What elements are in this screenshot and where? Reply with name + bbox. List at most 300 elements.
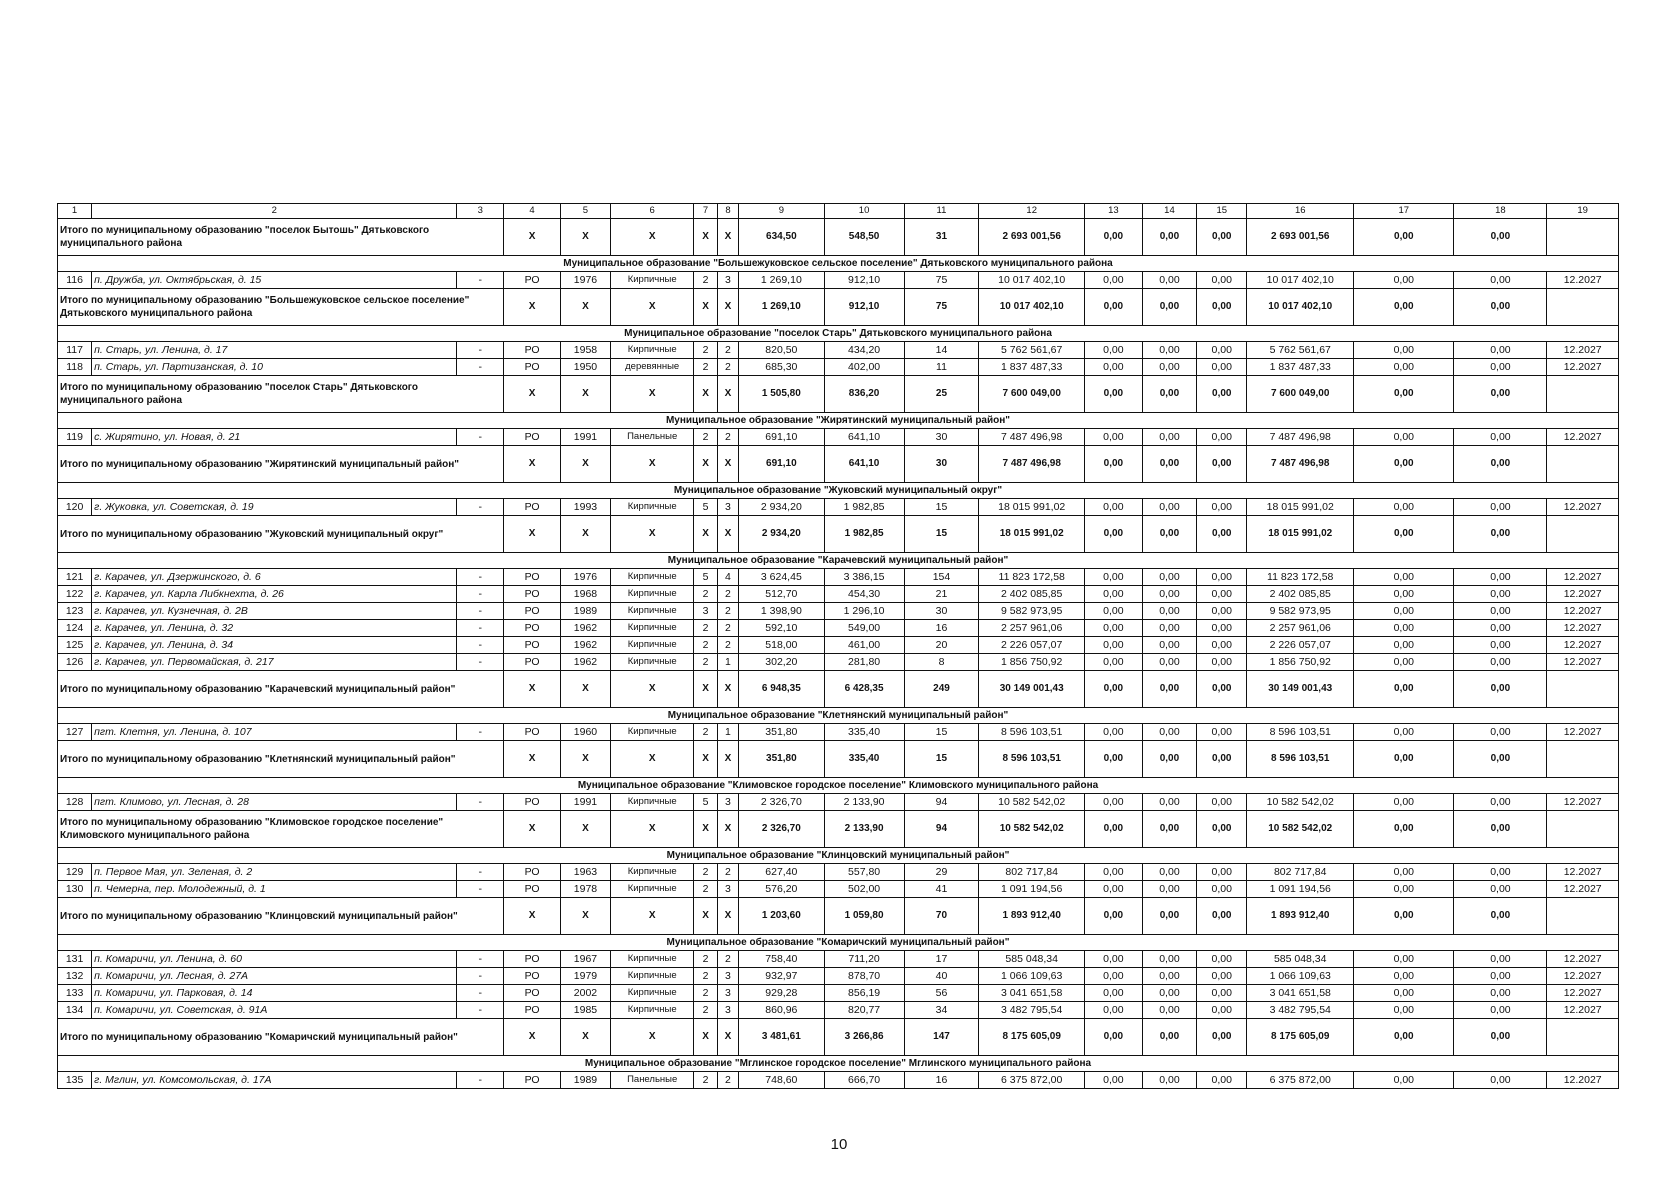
cell-c18: 0,00: [1454, 671, 1547, 708]
cell-c15: 0,00: [1197, 864, 1247, 881]
cell-c11: 20: [904, 637, 979, 654]
section-title: Муниципальное образование "Клинцовский муниципальный район": [58, 848, 1619, 864]
cell-c8: 3: [717, 272, 738, 289]
cell-c7: 5: [694, 499, 717, 516]
subtotal-label: Итого по муниципальному образованию "поселок Бытошь" Дятьковского муниципального района: [58, 219, 504, 256]
cell-c19: [1547, 898, 1619, 935]
cell-c7: 2: [694, 272, 717, 289]
cell-c12: 11 823 172,58: [979, 569, 1085, 586]
cell-c15: 0,00: [1197, 516, 1247, 553]
cell-c15: 0,00: [1197, 376, 1247, 413]
address: г. Карачев, ул. Кузнечная, д. 2В: [92, 603, 457, 620]
row-number: 128: [58, 794, 92, 811]
column-number: 15: [1197, 204, 1247, 219]
cell-c9: 351,80: [739, 741, 824, 778]
cell-c12: 3 482 795,54: [979, 1002, 1085, 1019]
cell-c19: 12.2027: [1547, 620, 1619, 637]
cell-c5: X: [560, 671, 610, 708]
table-row: [58, 794, 1619, 811]
cell-c13: 0,00: [1085, 724, 1143, 741]
cell-c7: 2: [694, 342, 717, 359]
cell-c14: 0,00: [1142, 516, 1196, 553]
address: г. Жуковка, ул. Советская, д. 19: [92, 499, 457, 516]
cell-c8: X: [717, 1019, 738, 1056]
cell-c14: 0,00: [1142, 864, 1196, 881]
cell-c10: 836,20: [824, 376, 904, 413]
cell-c5: 1963: [560, 864, 610, 881]
cell-c14: 0,00: [1142, 569, 1196, 586]
cell-c14: 0,00: [1142, 429, 1196, 446]
cell-c16: 1 856 750,92: [1247, 654, 1354, 671]
cell-c8: 2: [717, 429, 738, 446]
cell-c5: 1989: [560, 603, 610, 620]
cell-c17: 0,00: [1354, 429, 1454, 446]
cell-c8: X: [717, 446, 738, 483]
cell-c13: 0,00: [1085, 654, 1143, 671]
cell-c4: РО: [504, 499, 561, 516]
cell-c9: 1 269,10: [739, 289, 824, 326]
subtotal-label: Итого по муниципальному образованию "Большежуковское сельское поселение" Дятьковского муниципального района: [58, 289, 504, 326]
cell-c13: 0,00: [1085, 586, 1143, 603]
cell-c3: -: [457, 429, 504, 446]
cell-c13: 0,00: [1085, 671, 1143, 708]
cell-c4: РО: [504, 968, 561, 985]
cell-c15: 0,00: [1197, 794, 1247, 811]
cell-c19: 12.2027: [1547, 654, 1619, 671]
section-title: Муниципальное образование "Комаричский муниципальный район": [58, 935, 1619, 951]
cell-c8: 2: [717, 951, 738, 968]
cell-c16: 2 402 085,85: [1247, 586, 1354, 603]
cell-c15: 0,00: [1197, 446, 1247, 483]
cell-c13: 0,00: [1085, 1072, 1143, 1089]
cell-c4: РО: [504, 794, 561, 811]
cell-c11: 15: [904, 516, 979, 553]
cell-c18: 0,00: [1454, 219, 1547, 256]
cell-c6: Кирпичные: [611, 951, 694, 968]
cell-c10: 548,50: [824, 219, 904, 256]
cell-c9: 2 326,70: [739, 811, 824, 848]
cell-c17: 0,00: [1354, 881, 1454, 898]
cell-c3: -: [457, 985, 504, 1002]
cell-c3: -: [457, 654, 504, 671]
cell-c7: 2: [694, 968, 717, 985]
row-number: 117: [58, 342, 92, 359]
cell-c18: 0,00: [1454, 586, 1547, 603]
table-row: [58, 1002, 1619, 1019]
table-row: [58, 724, 1619, 741]
cell-c16: 2 257 961,06: [1247, 620, 1354, 637]
cell-c7: 2: [694, 429, 717, 446]
cell-c16: 1 091 194,56: [1247, 881, 1354, 898]
column-number: 18: [1454, 204, 1547, 219]
cell-c17: 0,00: [1354, 1002, 1454, 1019]
cell-c6: X: [611, 741, 694, 778]
cell-c10: 549,00: [824, 620, 904, 637]
row-number: 127: [58, 724, 92, 741]
cell-c15: 0,00: [1197, 654, 1247, 671]
column-number: 16: [1247, 204, 1354, 219]
cell-c17: 0,00: [1354, 359, 1454, 376]
cell-c10: 461,00: [824, 637, 904, 654]
cell-c15: 0,00: [1197, 289, 1247, 326]
cell-c16: 7 600 049,00: [1247, 376, 1354, 413]
cell-c12: 7 600 049,00: [979, 376, 1085, 413]
cell-c4: РО: [504, 342, 561, 359]
address: п. Старь, ул. Партизанская, д. 10: [92, 359, 457, 376]
address: с. Жирятино, ул. Новая, д. 21: [92, 429, 457, 446]
cell-c12: 7 487 496,98: [979, 429, 1085, 446]
cell-c5: X: [560, 516, 610, 553]
section-title: Муниципальное образование "Жуковский муниципальный округ": [58, 483, 1619, 499]
cell-c13: 0,00: [1085, 794, 1143, 811]
section-title: Муниципальное образование "Большежуковское сельское поселение" Дятьковского муниципального района: [58, 256, 1619, 272]
cell-c18: 0,00: [1454, 898, 1547, 935]
cell-c6: X: [611, 446, 694, 483]
cell-c17: 0,00: [1354, 968, 1454, 985]
cell-c7: 2: [694, 864, 717, 881]
address: г. Карачев, ул. Карла Либкнехта, д. 26: [92, 586, 457, 603]
cell-c12: 10 582 542,02: [979, 811, 1085, 848]
cell-c19: [1547, 219, 1619, 256]
cell-c4: X: [504, 289, 561, 326]
cell-c11: 30: [904, 429, 979, 446]
cell-c7: X: [694, 741, 717, 778]
cell-c4: РО: [504, 637, 561, 654]
cell-c5: X: [560, 219, 610, 256]
cell-c3: -: [457, 637, 504, 654]
cell-c17: 0,00: [1354, 272, 1454, 289]
subtotal-label: Итого по муниципальному образованию "поселок Старь" Дятьковского муниципального района: [58, 376, 504, 413]
address: п. Дружба, ул. Октябрьская, д. 15: [92, 272, 457, 289]
cell-c7: 5: [694, 569, 717, 586]
cell-c6: Кирпичные: [611, 342, 694, 359]
table-row: [58, 654, 1619, 671]
cell-c10: 1 296,10: [824, 603, 904, 620]
cell-c12: 7 487 496,98: [979, 446, 1085, 483]
cell-c7: 2: [694, 951, 717, 968]
cell-c13: 0,00: [1085, 499, 1143, 516]
table-row: [58, 637, 1619, 654]
cell-c5: 1978: [560, 881, 610, 898]
subtotal-row: [58, 811, 1619, 848]
cell-c17: 0,00: [1354, 516, 1454, 553]
cell-c14: 0,00: [1142, 376, 1196, 413]
cell-c19: 12.2027: [1547, 586, 1619, 603]
address: п. Чемерна, пер. Молодежный, д. 1: [92, 881, 457, 898]
section-header-row: [58, 483, 1619, 499]
subtotal-label: Итого по муниципальному образованию "Карачевский муниципальный район": [58, 671, 504, 708]
cell-c13: 0,00: [1085, 219, 1143, 256]
column-number: 3: [457, 204, 504, 219]
column-number: 5: [560, 204, 610, 219]
cell-c5: X: [560, 898, 610, 935]
cell-c8: 2: [717, 359, 738, 376]
cell-c18: 0,00: [1454, 359, 1547, 376]
cell-c13: 0,00: [1085, 429, 1143, 446]
address: п. Комаричи, ул. Парковая, д. 14: [92, 985, 457, 1002]
subtotal-row: [58, 219, 1619, 256]
cell-c10: 2 133,90: [824, 794, 904, 811]
cell-c12: 1 837 487,33: [979, 359, 1085, 376]
cell-c3: -: [457, 569, 504, 586]
cell-c6: Кирпичные: [611, 272, 694, 289]
cell-c16: 18 015 991,02: [1247, 516, 1354, 553]
cell-c19: 12.2027: [1547, 794, 1619, 811]
cell-c10: 912,10: [824, 289, 904, 326]
cell-c15: 0,00: [1197, 359, 1247, 376]
cell-c5: 1976: [560, 272, 610, 289]
cell-c6: Кирпичные: [611, 586, 694, 603]
cell-c17: 0,00: [1354, 1019, 1454, 1056]
cell-c13: 0,00: [1085, 1002, 1143, 1019]
cell-c13: 0,00: [1085, 968, 1143, 985]
cell-c18: 0,00: [1454, 569, 1547, 586]
address: г. Карачев, ул. Ленина, д. 32: [92, 620, 457, 637]
cell-c6: Панельные: [611, 1072, 694, 1089]
cell-c11: 16: [904, 620, 979, 637]
row-number: 135: [58, 1072, 92, 1089]
cell-c17: 0,00: [1354, 724, 1454, 741]
cell-c17: 0,00: [1354, 811, 1454, 848]
cell-c8: 3: [717, 1002, 738, 1019]
cell-c11: 56: [904, 985, 979, 1002]
cell-c10: 1 059,80: [824, 898, 904, 935]
cell-c15: 0,00: [1197, 985, 1247, 1002]
column-number: 1: [58, 204, 92, 219]
row-number: 124: [58, 620, 92, 637]
cell-c13: 0,00: [1085, 342, 1143, 359]
cell-c3: -: [457, 586, 504, 603]
table-row: [58, 359, 1619, 376]
cell-c11: 34: [904, 1002, 979, 1019]
cell-c12: 18 015 991,02: [979, 516, 1085, 553]
cell-c7: 3: [694, 603, 717, 620]
cell-c13: 0,00: [1085, 272, 1143, 289]
cell-c5: X: [560, 1019, 610, 1056]
cell-c14: 0,00: [1142, 637, 1196, 654]
cell-c6: Кирпичные: [611, 864, 694, 881]
cell-c17: 0,00: [1354, 654, 1454, 671]
cell-c10: 641,10: [824, 429, 904, 446]
cell-c11: 21: [904, 586, 979, 603]
cell-c19: 12.2027: [1547, 881, 1619, 898]
cell-c12: 10 017 402,10: [979, 289, 1085, 326]
column-number: 10: [824, 204, 904, 219]
cell-c5: X: [560, 811, 610, 848]
cell-c11: 14: [904, 342, 979, 359]
cell-c18: 0,00: [1454, 429, 1547, 446]
section-header-row: [58, 256, 1619, 272]
cell-c14: 0,00: [1142, 1072, 1196, 1089]
cell-c17: 0,00: [1354, 376, 1454, 413]
cell-c19: 12.2027: [1547, 985, 1619, 1002]
cell-c19: 12.2027: [1547, 724, 1619, 741]
row-number: 133: [58, 985, 92, 1002]
cell-c13: 0,00: [1085, 516, 1143, 553]
section-title: Муниципальное образование "Карачевский муниципальный район": [58, 553, 1619, 569]
cell-c10: 402,00: [824, 359, 904, 376]
cell-c17: 0,00: [1354, 569, 1454, 586]
cell-c14: 0,00: [1142, 671, 1196, 708]
address: г. Карачев, ул. Первомайская, д. 217: [92, 654, 457, 671]
cell-c19: 12.2027: [1547, 359, 1619, 376]
cell-c14: 0,00: [1142, 985, 1196, 1002]
cell-c19: 12.2027: [1547, 603, 1619, 620]
cell-c13: 0,00: [1085, 811, 1143, 848]
cell-c7: X: [694, 219, 717, 256]
cell-c19: [1547, 811, 1619, 848]
cell-c17: 0,00: [1354, 951, 1454, 968]
cell-c13: 0,00: [1085, 620, 1143, 637]
subtotal-label: Итого по муниципальному образованию "Клетнянский муниципальный район": [58, 741, 504, 778]
table-row: [58, 586, 1619, 603]
cell-c4: РО: [504, 272, 561, 289]
cell-c3: -: [457, 272, 504, 289]
cell-c5: 1958: [560, 342, 610, 359]
cell-c10: 1 982,85: [824, 499, 904, 516]
cell-c18: 0,00: [1454, 272, 1547, 289]
table-row: [58, 864, 1619, 881]
section-title: Муниципальное образование "поселок Старь" Дятьковского муниципального района: [58, 326, 1619, 342]
column-number-row: [58, 204, 1619, 219]
cell-c14: 0,00: [1142, 1019, 1196, 1056]
cell-c8: 4: [717, 569, 738, 586]
cell-c10: 856,19: [824, 985, 904, 1002]
cell-c19: [1547, 446, 1619, 483]
cell-c12: 2 693 001,56: [979, 219, 1085, 256]
cell-c8: 2: [717, 586, 738, 603]
cell-c16: 1 893 912,40: [1247, 898, 1354, 935]
cell-c15: 0,00: [1197, 724, 1247, 741]
cell-c19: [1547, 376, 1619, 413]
cell-c6: Кирпичные: [611, 985, 694, 1002]
cell-c8: 3: [717, 985, 738, 1002]
cell-c18: 0,00: [1454, 342, 1547, 359]
subtotal-label: Итого по муниципальному образованию "Клинцовский муниципальный район": [58, 898, 504, 935]
cell-c7: 2: [694, 1072, 717, 1089]
cell-c5: 1962: [560, 620, 610, 637]
cell-c17: 0,00: [1354, 985, 1454, 1002]
cell-c19: 12.2027: [1547, 272, 1619, 289]
cell-c11: 41: [904, 881, 979, 898]
cell-c3: -: [457, 724, 504, 741]
cell-c3: -: [457, 1002, 504, 1019]
cell-c4: РО: [504, 724, 561, 741]
cell-c7: 2: [694, 620, 717, 637]
cell-c3: -: [457, 620, 504, 637]
cell-c18: 0,00: [1454, 794, 1547, 811]
cell-c9: 592,10: [739, 620, 824, 637]
cell-c13: 0,00: [1085, 603, 1143, 620]
cell-c8: 1: [717, 724, 738, 741]
cell-c19: 12.2027: [1547, 342, 1619, 359]
cell-c12: 10 582 542,02: [979, 794, 1085, 811]
cell-c15: 0,00: [1197, 741, 1247, 778]
cell-c12: 30 149 001,43: [979, 671, 1085, 708]
column-number: 8: [717, 204, 738, 219]
column-number: 17: [1354, 204, 1454, 219]
cell-c3: -: [457, 603, 504, 620]
column-number: 6: [611, 204, 694, 219]
cell-c8: X: [717, 219, 738, 256]
cell-c7: 2: [694, 724, 717, 741]
table-row: [58, 985, 1619, 1002]
cell-c16: 10 582 542,02: [1247, 794, 1354, 811]
section-header-row: [58, 708, 1619, 724]
cell-c11: 15: [904, 499, 979, 516]
cell-c11: 11: [904, 359, 979, 376]
cell-c13: 0,00: [1085, 985, 1143, 1002]
cell-c6: деревянные: [611, 359, 694, 376]
cell-c5: 1976: [560, 569, 610, 586]
section-header-row: [58, 326, 1619, 342]
column-number: 4: [504, 204, 561, 219]
subtotal-row: [58, 741, 1619, 778]
table-row: [58, 968, 1619, 985]
cell-c13: 0,00: [1085, 741, 1143, 778]
address: г. Карачев, ул. Ленина, д. 34: [92, 637, 457, 654]
column-number: 2: [92, 204, 457, 219]
cell-c4: РО: [504, 586, 561, 603]
cell-c15: 0,00: [1197, 671, 1247, 708]
row-number: 126: [58, 654, 92, 671]
cell-c6: Кирпичные: [611, 794, 694, 811]
cell-c15: 0,00: [1197, 219, 1247, 256]
cell-c8: X: [717, 898, 738, 935]
cell-c11: 94: [904, 794, 979, 811]
cell-c10: 641,10: [824, 446, 904, 483]
cell-c9: 576,20: [739, 881, 824, 898]
cell-c5: 1950: [560, 359, 610, 376]
cell-c8: X: [717, 516, 738, 553]
cell-c10: 6 428,35: [824, 671, 904, 708]
column-number: 9: [739, 204, 824, 219]
cell-c12: 8 596 103,51: [979, 724, 1085, 741]
cell-c18: 0,00: [1454, 1019, 1547, 1056]
cell-c13: 0,00: [1085, 1019, 1143, 1056]
section-header-row: [58, 848, 1619, 864]
cell-c16: 7 487 496,98: [1247, 446, 1354, 483]
cell-c10: 335,40: [824, 741, 904, 778]
table-row: [58, 1072, 1619, 1089]
address: п. Комаричи, ул. Лесная, д. 27А: [92, 968, 457, 985]
cell-c9: 351,80: [739, 724, 824, 741]
address: пгт. Климово, ул. Лесная, д. 28: [92, 794, 457, 811]
cell-c17: 0,00: [1354, 898, 1454, 935]
cell-c8: 3: [717, 499, 738, 516]
cell-c19: 12.2027: [1547, 429, 1619, 446]
cell-c18: 0,00: [1454, 499, 1547, 516]
cell-c16: 18 015 991,02: [1247, 499, 1354, 516]
cell-c6: Кирпичные: [611, 499, 694, 516]
housing-register-table: [57, 203, 1619, 1089]
cell-c6: Кирпичные: [611, 881, 694, 898]
cell-c9: 2 326,70: [739, 794, 824, 811]
table-row: [58, 881, 1619, 898]
column-number: 19: [1547, 204, 1619, 219]
cell-c7: X: [694, 671, 717, 708]
cell-c13: 0,00: [1085, 376, 1143, 413]
cell-c18: 0,00: [1454, 1002, 1547, 1019]
cell-c13: 0,00: [1085, 637, 1143, 654]
cell-c8: 1: [717, 654, 738, 671]
section-header-row: [58, 1056, 1619, 1072]
cell-c15: 0,00: [1197, 1072, 1247, 1089]
cell-c17: 0,00: [1354, 1072, 1454, 1089]
cell-c14: 0,00: [1142, 342, 1196, 359]
cell-c16: 1 066 109,63: [1247, 968, 1354, 985]
cell-c12: 3 041 651,58: [979, 985, 1085, 1002]
